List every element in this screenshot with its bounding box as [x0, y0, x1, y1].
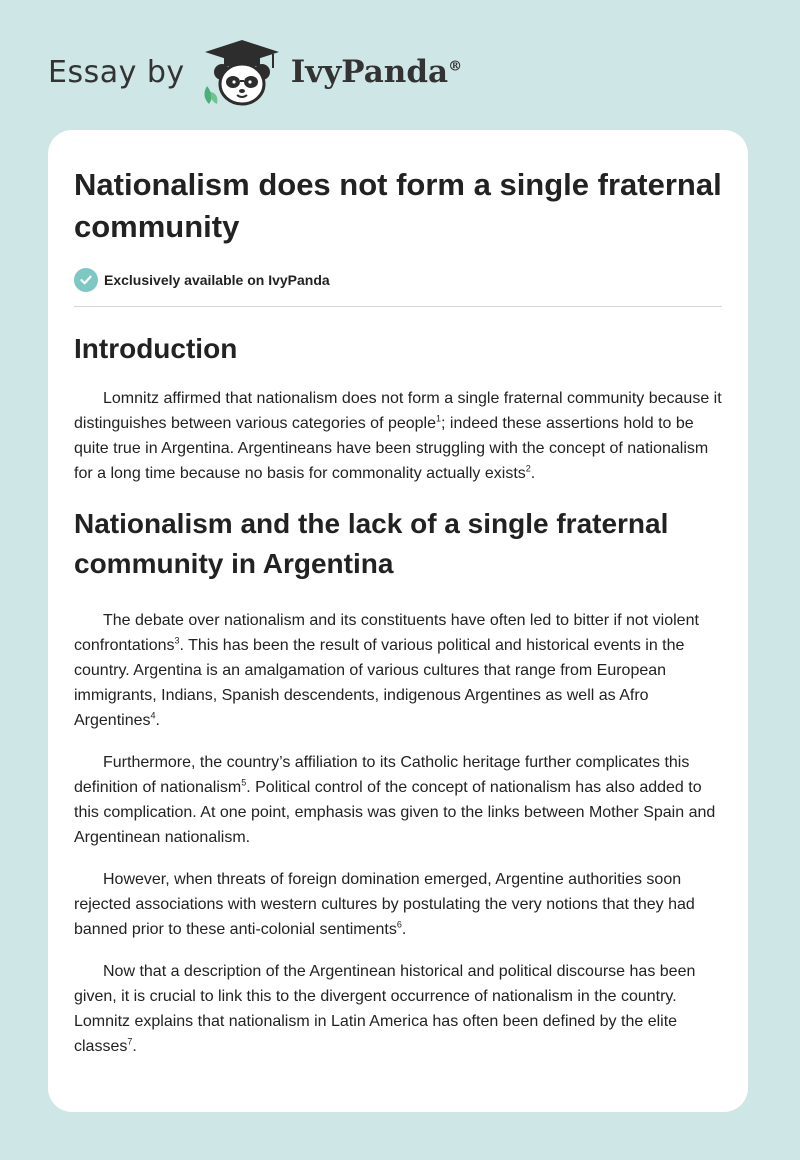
paragraph: The debate over nationalism and its constituents have often led to bitter if not violent confrontations$^3$. This has been the result of various political and historical events in the country. Argentina is an amalgamation of various cultures that range from European immigrants, Indians, Spanish descendents, indigenous Argentines as well as Afro Argentines$^4$.	[74, 612, 699, 729]
essay-by-label: Essay by	[48, 54, 185, 90]
footnote-marker[interactable]: 2	[525, 463, 531, 474]
title-divider	[74, 306, 722, 307]
paragraph: Now that a description of the Argentinean historical and political discourse has been given, it is crucial to link this to the divergent occurrence of nationalism in the country. Lomnitz explains that nationalism in Latin America has often been defined by the elite classes$^7$.	[74, 963, 696, 1055]
exclusive-badge-label: Exclusively available on IvyPanda	[104, 272, 330, 288]
footnote-marker[interactable]: 6	[396, 919, 402, 930]
site-header	[48, 36, 462, 108]
check-circle-icon	[74, 268, 98, 292]
registered-mark: ®	[448, 58, 463, 75]
paragraph: However, when threats of foreign domination emerged, Argentine authorities soon rejected associations with western cultures by postulating the very notions that they had banned prior to these anti-colonial sentiments$^6$.	[74, 871, 695, 938]
paragraph: Lomnitz affirmed that nationalism does not form a single fraternal community because it distinguishes between various categories of people$^1$; indeed these assertions hold to be quite true in Argentina. Argentineans have been struggling with the concept of nationalism for a long time because no basis for commonality actually exists$^2$.	[74, 390, 722, 482]
exclusive-badge	[74, 268, 722, 292]
essay-title: Nationalism does not form a single fraternal community	[74, 167, 722, 244]
essay-card	[48, 130, 748, 1112]
section-heading-introduction: Introduction	[74, 333, 238, 364]
paragraph: Furthermore, the country’s affiliation to its Catholic heritage further complicates this definition of nationalism$^5$. Political control of the concept of nationalism has also added to this complication. At one point, emphasis was given to the links between Mother Spain and Argentinean nationalism.	[74, 754, 716, 846]
footnote-marker[interactable]: 7	[127, 1036, 133, 1047]
section-heading-argentina: Nationalism and the lack of a single fraternal community in Argentina	[74, 508, 669, 579]
footnote-marker[interactable]: 3	[174, 635, 180, 646]
footnote-marker[interactable]: 1	[436, 413, 442, 424]
brand-name[interactable]: IvyPanda®	[290, 54, 463, 90]
panda-graduate-icon[interactable]	[199, 36, 285, 108]
footnote-marker[interactable]: 5	[241, 777, 247, 788]
footnote-marker[interactable]: 4	[150, 710, 156, 721]
